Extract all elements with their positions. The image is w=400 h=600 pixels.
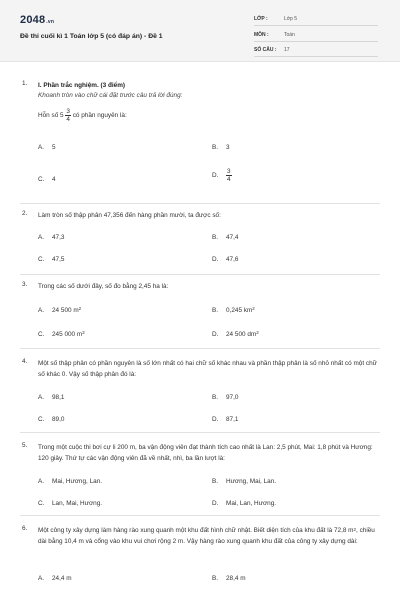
option-a[interactable]: A. 47,3 xyxy=(38,234,65,241)
option-c[interactable]: C. Lan, Mai, Hương. xyxy=(38,500,103,507)
option-d[interactable]: D. 24 500 $dm^2$ xyxy=(212,330,259,338)
question-text: Hỗn số 5 $\frac{3}{4}$ có phần nguyên là: xyxy=(38,108,127,123)
option-d[interactable]: D. $\frac{3}{4}$ xyxy=(212,168,231,183)
option-a[interactable]: A. 5 xyxy=(38,144,56,151)
option-d[interactable]: D. 87,1 xyxy=(212,416,239,423)
option-b[interactable]: B. 3 xyxy=(212,144,230,151)
option-d[interactable]: D. 47,6 xyxy=(212,256,239,263)
meta-class: LỚP : Lớp 5 xyxy=(254,14,378,26)
option-b[interactable]: B. 0,245 $km^2$ xyxy=(212,306,255,314)
option-a[interactable]: A. 24,4 m xyxy=(38,575,72,582)
option-a[interactable]: A. 98,1 xyxy=(38,394,65,401)
instruction: Khoanh tròn vào chữ cái đặt trước câu trả lời đúng: xyxy=(38,92,183,99)
option-c[interactable]: C. 245 000 $m^2$ xyxy=(38,330,85,338)
option-a[interactable]: A. Mai, Hương, Lan. xyxy=(38,478,103,485)
option-c[interactable]: C. 47,5 xyxy=(38,256,65,263)
page-title: Đề thi cuối kì 1 Toán lớp 5 (có đáp án) - Đề 1 xyxy=(20,33,163,40)
exam-page: 2048.vn Đề thi cuối kì 1 Toán lớp 5 (có đáp án) - Đề 1 LỚP : Lớp 5 MÔN : Toán SỐ CÂU : 17 1. I. Phần trắc nghiệm. (3 điểm) Khoanh tròn vào chữ cái đặt trước câu trả lời đúng: Hỗn số 5 $\frac{3}{4}$ có phần nguyên là: A. 5 B. 3 C. 4 D. $\frac{3}{4}$ 2. Làm tròn số thập phân 47,356 đến hàng phần mười, ta được số: A. 47,3 B. 47,4 C. 47,5 D. 47,6 3. Trong các số dưới đây, số đo bằng 2,45 ha là: A. 24 500 $m^2$ B. 0,245 $km^2$ C. 245 000 $m^2$ D. 24 500 $dm^2$ 4. Một số thập phân có phần nguyên là số lớn nhất có hai chữ số khác nhau và phần thập phân là số nhỏ nhất có một chữ số khác 0. Vậy số thập phân đó là: A. 98,1 B. 97,0 C. 89,0 D. 87,1 5. Trong một cuộc thi bơi cự li 200 m, ba vận động viên đạt thành tích cao nhất là Lan: 2,5 phút, Mai: 1,8 phút và Hương: 120 giây. Thứ tự các vận động viên đã về nhất, nhì, ba lần lượt là: A. Mai, Hương, Lan. B. Hương, Mai, Lan. C. Lan, Mai, Hương. D. Mai, Lan, Hương. 6. Một công ty xây dựng làm hàng rào xung quanh một khu đất hình chữ nhật. Biết diện tích của khu đất là 72,8 $m^2$, chiều dài bằng 10,4 m và cổng vào khu vui chơi rộng 2 m. Vậy hàng rào xung quanh khu đất của công ty xây dựng dài: A. 24,4 m B. 28,4 m xyxy=(0,0,400,600)
option-b[interactable]: B. 97,0 xyxy=(212,394,239,401)
option-b[interactable]: B. 28,4 m xyxy=(212,575,246,582)
divider xyxy=(20,432,380,433)
divider xyxy=(20,203,380,204)
divider xyxy=(20,274,380,275)
option-c[interactable]: C. 4 xyxy=(38,176,56,183)
divider xyxy=(20,348,380,349)
divider xyxy=(20,515,380,516)
meta-question-count: SỐ CÂU : 17 xyxy=(254,45,378,57)
option-c[interactable]: C. 89,0 xyxy=(38,416,65,423)
option-b[interactable]: B. Hương, Mai, Lan. xyxy=(212,478,277,485)
meta-subject: MÔN : Toán xyxy=(254,30,378,42)
exam-header xyxy=(0,0,400,62)
option-d[interactable]: D. Mai, Lan, Hương. xyxy=(212,500,277,507)
option-b[interactable]: B. 47,4 xyxy=(212,234,239,241)
site-logo[interactable]: 2048.vn xyxy=(20,14,55,26)
section-heading: I. Phần trắc nghiệm. (3 điểm) xyxy=(38,82,126,89)
option-a[interactable]: A. 24 500 $m^2$ xyxy=(38,306,82,314)
